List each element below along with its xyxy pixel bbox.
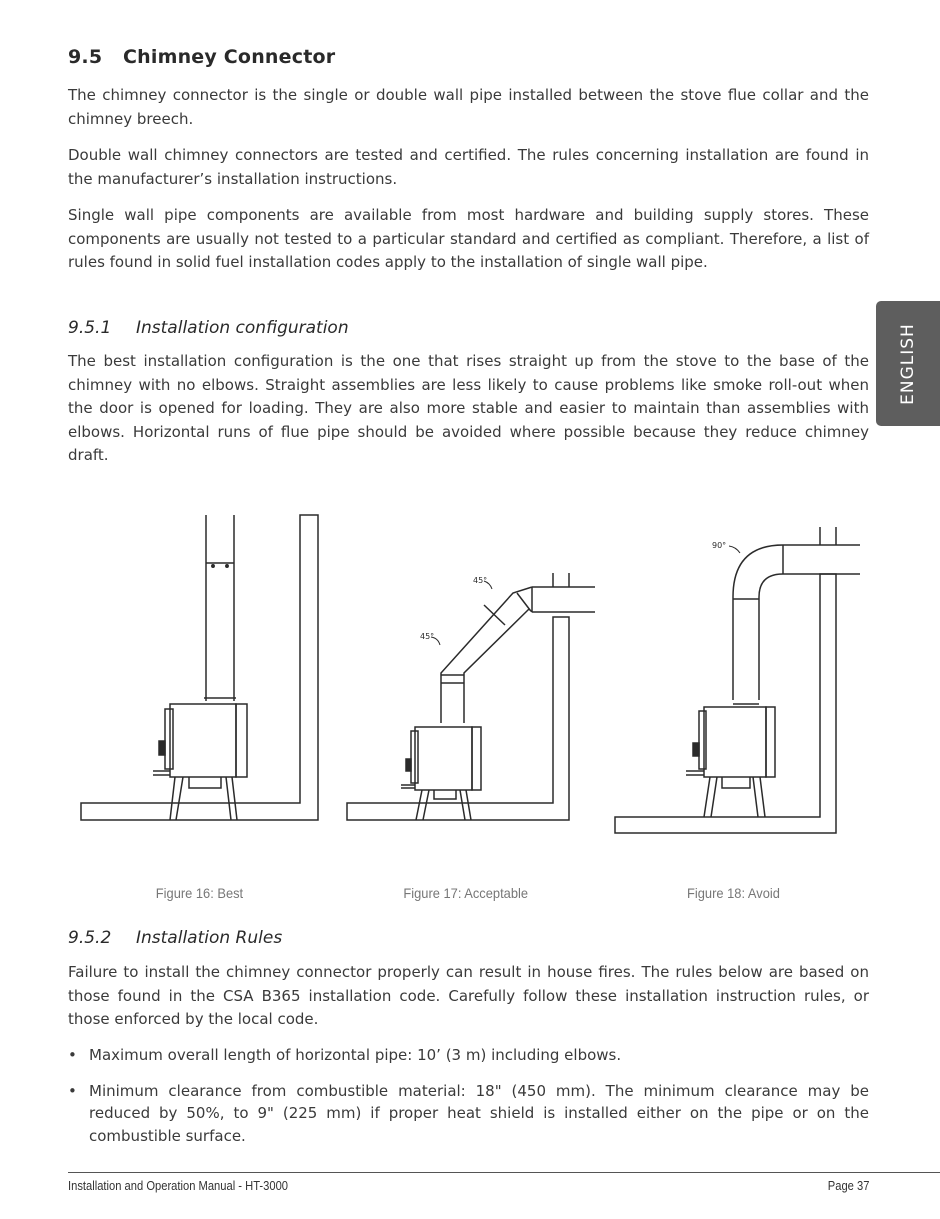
figure-best-diagram: [81, 515, 318, 820]
footer-divider: [68, 1172, 940, 1173]
figure-avoid-diagram: [615, 527, 860, 833]
bullet: •: [68, 1046, 77, 1064]
section-title: Chimney Connector: [123, 46, 336, 68]
rule-text: Minimum clearance from combustible material: 18" (450 mm). The minimum clearance may be reduced by 50%, to 9" (225 mm) if proper heat shield is installed either on the pipe or on the combustible surface.: [89, 1081, 869, 1145]
installation-figures: [0, 505, 940, 850]
rules-paragraph: Failure to install the chimney connector properly can result in house fires. The rules below are based on those found in the CSA B365 installation code. Carefully follow these installation instruction rules, or those enforced by the local code.: [68, 963, 869, 1028]
config-paragraph: The best installation configuration is the one that rises straight up from the stove to the base of the chimney with no elbows. Straight assemblies are less likely to cause problems like smoke roll-out when the door is opened for loading. They are also more stable and easier to maintain than assemblies with elbows. Horizontal runs of flue pipe should be avoided where possible because they reduce chimney draft.: [68, 352, 869, 464]
bullet: •: [68, 1081, 77, 1100]
subsection-number: 9.5.2: [68, 928, 112, 948]
subsection-title: Installation Rules: [136, 928, 283, 948]
angle-label-45-bottom: 45°: [420, 632, 435, 641]
list-item: [68, 1044, 869, 1067]
list-item: [68, 1080, 869, 1148]
intro-paragraph-2: Double wall chimney connectors are tested and certified. The rules concerning installation are found in the manufacturer’s installation instructions.: [68, 146, 869, 188]
figure-17-caption: Figure 17: Acceptable: [403, 885, 529, 901]
angle-label-90: 90°: [712, 541, 727, 550]
section-number: 9.5: [68, 46, 103, 68]
subsection-heading-config: [68, 318, 349, 338]
footer-manual-title: Installation and Operation Manual - HT-3000: [68, 1178, 289, 1193]
rule-text: Maximum overall length of horizontal pipe: 10’ (3 m) including elbows.: [89, 1046, 622, 1064]
language-tab[interactable]: [876, 301, 940, 426]
figure-16-caption: Figure 16: Best: [155, 885, 244, 901]
intro-paragraph-1: The chimney connector is the single or double wall pipe installed between the stove flue collar and the chimney breech.: [68, 86, 869, 128]
intro-paragraph-3: Single wall pipe components are available from most hardware and building supply stores. These components are usually not tested to a particular standard and certified as compliant. Therefore, a list of rules found in solid fuel installation codes apply to the installation of single wall pipe.: [68, 206, 869, 271]
subsection-number: 9.5.1: [68, 318, 112, 338]
figure-18-caption: Figure 18: Avoid: [687, 885, 780, 901]
subsection-title: Installation configuration: [136, 318, 349, 338]
subsection-heading-rules: [68, 928, 282, 948]
footer-page-number: Page 37: [827, 1178, 869, 1193]
section-heading: [68, 46, 335, 68]
rules-list: [68, 1044, 869, 1160]
angle-label-45-top: 45°: [473, 576, 488, 585]
figure-acceptable-diagram: [347, 573, 595, 820]
language-tab-label: ENGLISH: [898, 322, 918, 405]
